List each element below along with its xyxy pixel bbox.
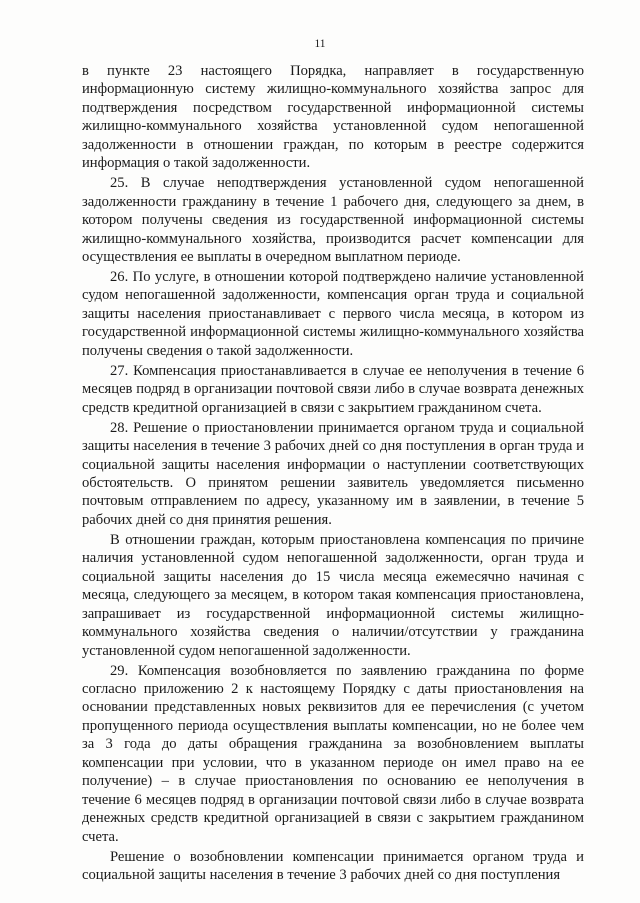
paragraph-item-27: 27. Компенсация приостанавливается в случае ее неполучения в течение 6 месяцев подряд в организации почтовой связи либо в случае возврата денежных средств кредитной организацией в связи с закрытием гражданином счета. (82, 362, 584, 416)
paragraph-item-26: 26. По услуге, в отношении которой подтверждено наличие установленной судом непогашенной задолженности, компенсация орган труда и социальной защиты населения приостанавливает с первого числа месяца, в котором из государственной информационной системы жилищно-коммунального хозяйства получены сведения о такой задолженности. (82, 268, 584, 359)
paragraph-item-29: 29. Компенсация возобновляется по заявлению гражданина по форме согласно приложению 2 к настоящему Порядку с даты приостановления на основании представленных новых реквизитов для ее перечисления (с учетом пропущенного периода осуществления выплаты компенсации, но не более чем за 3 года до даты обращения гражданина за возобновлением выплаты компенсации при условии, что в указанном периоде он имел право на ее получение) – в случае приостановления по основанию ее неполучения в течение 6 месяцев подряд в организации почтовой связи либо в случае возврата денежных средств кредитной организацией в связи с закрытием гражданином счета. (82, 662, 584, 845)
paragraph-item-28-continuation: В отношении граждан, которым приостановлена компенсация по причине наличия установленной судом непогашенной задолженности, орган труда и социальной защиты населения до 15 числа месяца ежемесячно начиная с месяца, следующего за месяцем, в котором такая компенсация приостановлена, запрашивает из государственной информационной системы жилищно-коммунального хозяйства сведения о наличии/отсутствии у гражданина установленной судом непогашенной задолженности. (82, 531, 584, 659)
paragraph-item-28: 28. Решение о приостановлении принимается органом труда и социальной защиты населения в течение 3 рабочих дней со дня поступления в орган труда и социальной защиты населения информации о наступлении соответствующих обстоятельств. О принятом решении заявитель уведомляется письменно почтовым отправлением по адресу, указанному им в заявлении, в течение 5 рабочих дней со дня принятия решения. (82, 419, 584, 528)
paragraph-item-25: 25. В случае неподтверждения установленной судом непогашенной задолженности гражданину в течение 1 рабочего дня, следующего за днем, в котором получены сведения из государственной информационной системы жилищно-коммунального хозяйства, производится расчет компенсации для осуществления ее выплаты в очередном выплатном периоде. (82, 175, 584, 266)
page-number: 11 (314, 38, 326, 50)
paragraph-item-29-continuation: Решение о возобновлении компенсации принимается органом труда и социальной защиты населения в течение 3 рабочих дней со дня поступления (82, 848, 584, 883)
paragraph-continuation: в пункте 23 настоящего Порядка, направляет в государственную информационную систему жилищно-коммунального хозяйства запрос для подтверждения посредством государственной информационной системы жилищно-коммунального хозяйства установленной судом непогашенной задолженности в отношении граждан, по которым в реестре содержится информация о такой задолженности. (82, 63, 584, 172)
document-body (82, 62, 584, 886)
